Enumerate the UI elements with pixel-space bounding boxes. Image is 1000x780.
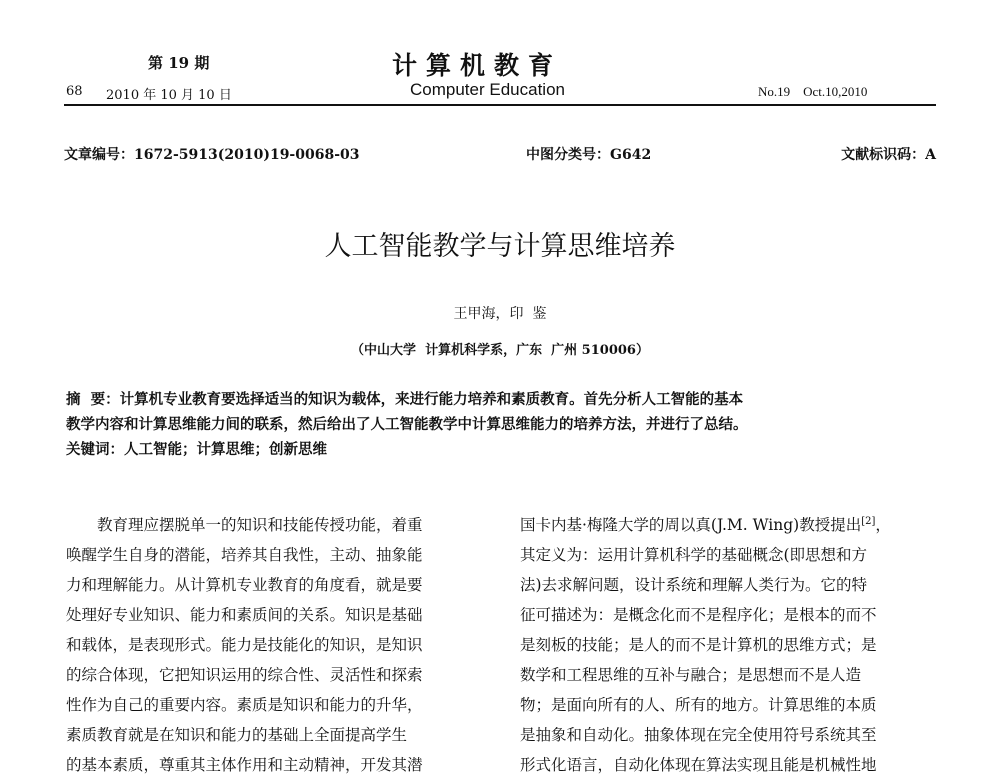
article-meta	[64, 144, 936, 164]
citation-ref[interactable]: [2]	[861, 515, 876, 527]
body-line: 的综合体现，它把知识运用的综合性、灵活性和探索	[66, 666, 423, 684]
publication-date-cn: 2010 年 10 月 10 日	[106, 88, 232, 103]
body-line: 物；是面向所有的人、所有的地方。计算思维的本质	[520, 696, 877, 714]
body-line: 性作为自己的重要内容。素质是知识和能力的升华，	[66, 696, 423, 714]
page-number: 68	[66, 84, 83, 99]
body-line: 力和理解能力。从计算机专业教育的角度看，就是要	[66, 576, 423, 594]
body-line: 征可描述为：是概念化而不是程序化；是根本的而不	[520, 606, 877, 624]
body-line: 法)去求解问题，设计系统和理解人类行为。它的特	[520, 576, 868, 594]
article-title: 人工智能教学与计算思维培养	[324, 231, 676, 262]
abstract-line: 摘 要：计算机专业教育要选择适当的知识为载体，来进行能力培养和素质教育。首先分析人工智能的基本	[66, 391, 744, 408]
body-line: 唤醒学生自身的潜能，培养其自我性，主动、抽象能	[66, 546, 423, 564]
journal-title-en: Computer Education	[410, 80, 565, 99]
body-text: ，	[875, 516, 891, 534]
body-line: 形式化语言，自动化体现在算法实现且能是机械性地	[520, 756, 877, 774]
body-line: 素质教育就是在知识和能力的基础上全面提高学生	[66, 726, 408, 744]
body-line: 的基本素质，尊重其主体作用和主动精神，开发其潜	[66, 756, 423, 774]
body-line: 数学和工程思维的互补与融合；是思想而不是人造	[520, 666, 862, 684]
body-line: 教育理应摆脱单一的知识和技能传授功能，着重	[66, 516, 423, 534]
header-rule	[64, 104, 936, 106]
abstract-line: 教学内容和计算思维能力间的联系，然后给出了人工智能教学中计算思维能力的培养方法，并进行了总结。	[66, 416, 748, 433]
body-line: 其定义为：运用计算机科学的基础概念(即思想和方	[520, 546, 868, 564]
body-line: 是刻板的技能；是人的而不是计算机的思维方式；是	[520, 636, 877, 654]
body-column-left	[66, 510, 486, 780]
body-line	[520, 510, 940, 540]
body-column-right	[520, 510, 940, 780]
issue-number-en: No.19 Oct.10,2010	[758, 84, 868, 99]
clc-number: 中图分类号：G642	[526, 147, 652, 163]
abstract	[66, 387, 936, 462]
issue-number-cn: 第 19 期	[148, 54, 210, 72]
body-line: 是抽象和自动化。抽象体现在完全使用符号系统其至	[520, 726, 877, 744]
body-line: 和载体，是表现形式。能力是技能化的知识，是知识	[66, 636, 423, 654]
article-authors: 王甲海，印 鉴	[453, 306, 547, 322]
body-line: 处理好专业知识、能力和素质间的关系。知识是基础	[66, 606, 423, 624]
body-text: 国卡内基·梅隆大学的周以真(J.M. Wing)教授提出	[520, 516, 862, 534]
author-affiliation: （中山大学 计算机科学系，广东 广州 510006）	[351, 343, 649, 358]
keywords-line: 关键词：人工智能；计算思维；创新思维	[66, 441, 327, 458]
journal-title-cn: 计算机教育	[392, 51, 563, 80]
article-number: 文章编号：1672-5913(2010)19-0068-03	[64, 147, 360, 163]
document-code: 文献标识码：A	[841, 147, 936, 163]
